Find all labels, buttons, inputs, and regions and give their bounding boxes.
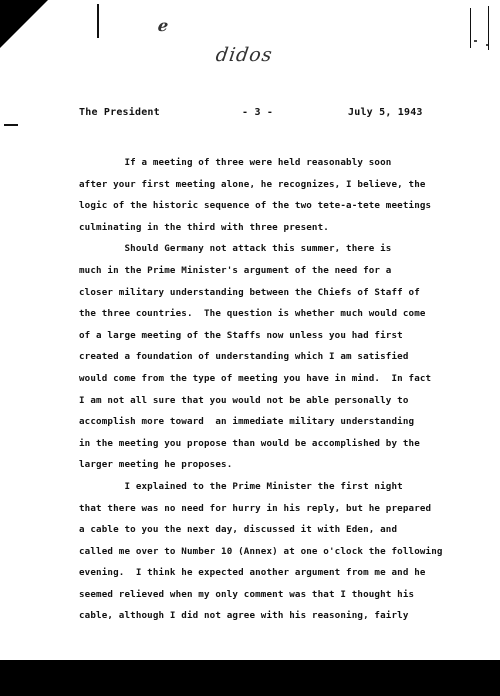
body-line: created a foundation of understanding which I am satisfied bbox=[79, 351, 409, 363]
body-line: a cable to you the next day, discussed it with Eden, and bbox=[79, 524, 398, 536]
body-line: Should Germany not attack this summer, there is bbox=[79, 243, 392, 255]
scan-corner-mark bbox=[0, 0, 48, 48]
body-line: I explained to the Prime Minister the first night bbox=[79, 480, 403, 492]
header-recipient: The President bbox=[79, 107, 160, 118]
body-line: closer military understanding between the Chiefs of Staff of bbox=[79, 286, 420, 298]
margin-mark bbox=[4, 124, 18, 126]
scan-edge-line-right-2 bbox=[488, 6, 489, 50]
header-page-number: - 3 - bbox=[242, 107, 274, 118]
handwritten-archive-mark: didos bbox=[214, 44, 275, 66]
body-line: If a meeting of three were held reasonably soon bbox=[79, 157, 392, 168]
body-line: cable, although I did not agree with his reasoning, fairly bbox=[79, 610, 409, 622]
body-line: much in the Prime Minister's argument of the need for a bbox=[79, 264, 392, 276]
body-line: called me over to Number 10 (Annex) at one o'clock the following bbox=[79, 545, 443, 557]
body-line: of a large meeting of the Staffs now unless you had first bbox=[79, 329, 403, 341]
scan-edge-line-right bbox=[470, 8, 471, 48]
body-line: the three countries. The question is whether much would come bbox=[79, 308, 426, 320]
scan-bottom-edge bbox=[0, 660, 500, 696]
body-line: I am not all sure that you would not be able personally to bbox=[79, 394, 409, 406]
handwritten-letter: e bbox=[156, 16, 170, 35]
scan-edge-line bbox=[97, 4, 99, 38]
body-line: that there was no need for hurry in his reply, but he prepared bbox=[79, 502, 432, 514]
header-date: July 5, 1943 bbox=[348, 107, 423, 118]
scan-speck-2 bbox=[486, 44, 488, 46]
body-line: would come from the type of meeting you have in mind. In fact bbox=[79, 372, 432, 384]
body-line: seemed relieved when my only comment was that I thought his bbox=[79, 588, 415, 600]
scan-speck bbox=[474, 40, 477, 42]
body-line: in the meeting you propose than would be accomplished by the bbox=[79, 437, 420, 449]
letter-body bbox=[79, 152, 479, 627]
body-line: evening. I think he expected another argument from me and he bbox=[79, 567, 426, 579]
body-line: larger meeting he proposes. bbox=[79, 459, 233, 471]
body-line: after your first meeting alone, he recognizes, I believe, the bbox=[79, 178, 426, 190]
body-line: accomplish more toward an immediate military understanding bbox=[79, 416, 415, 428]
body-line: logic of the historic sequence of the two tete-a-tete meetings bbox=[79, 200, 432, 212]
body-line: culminating in the third with three present. bbox=[79, 221, 329, 233]
